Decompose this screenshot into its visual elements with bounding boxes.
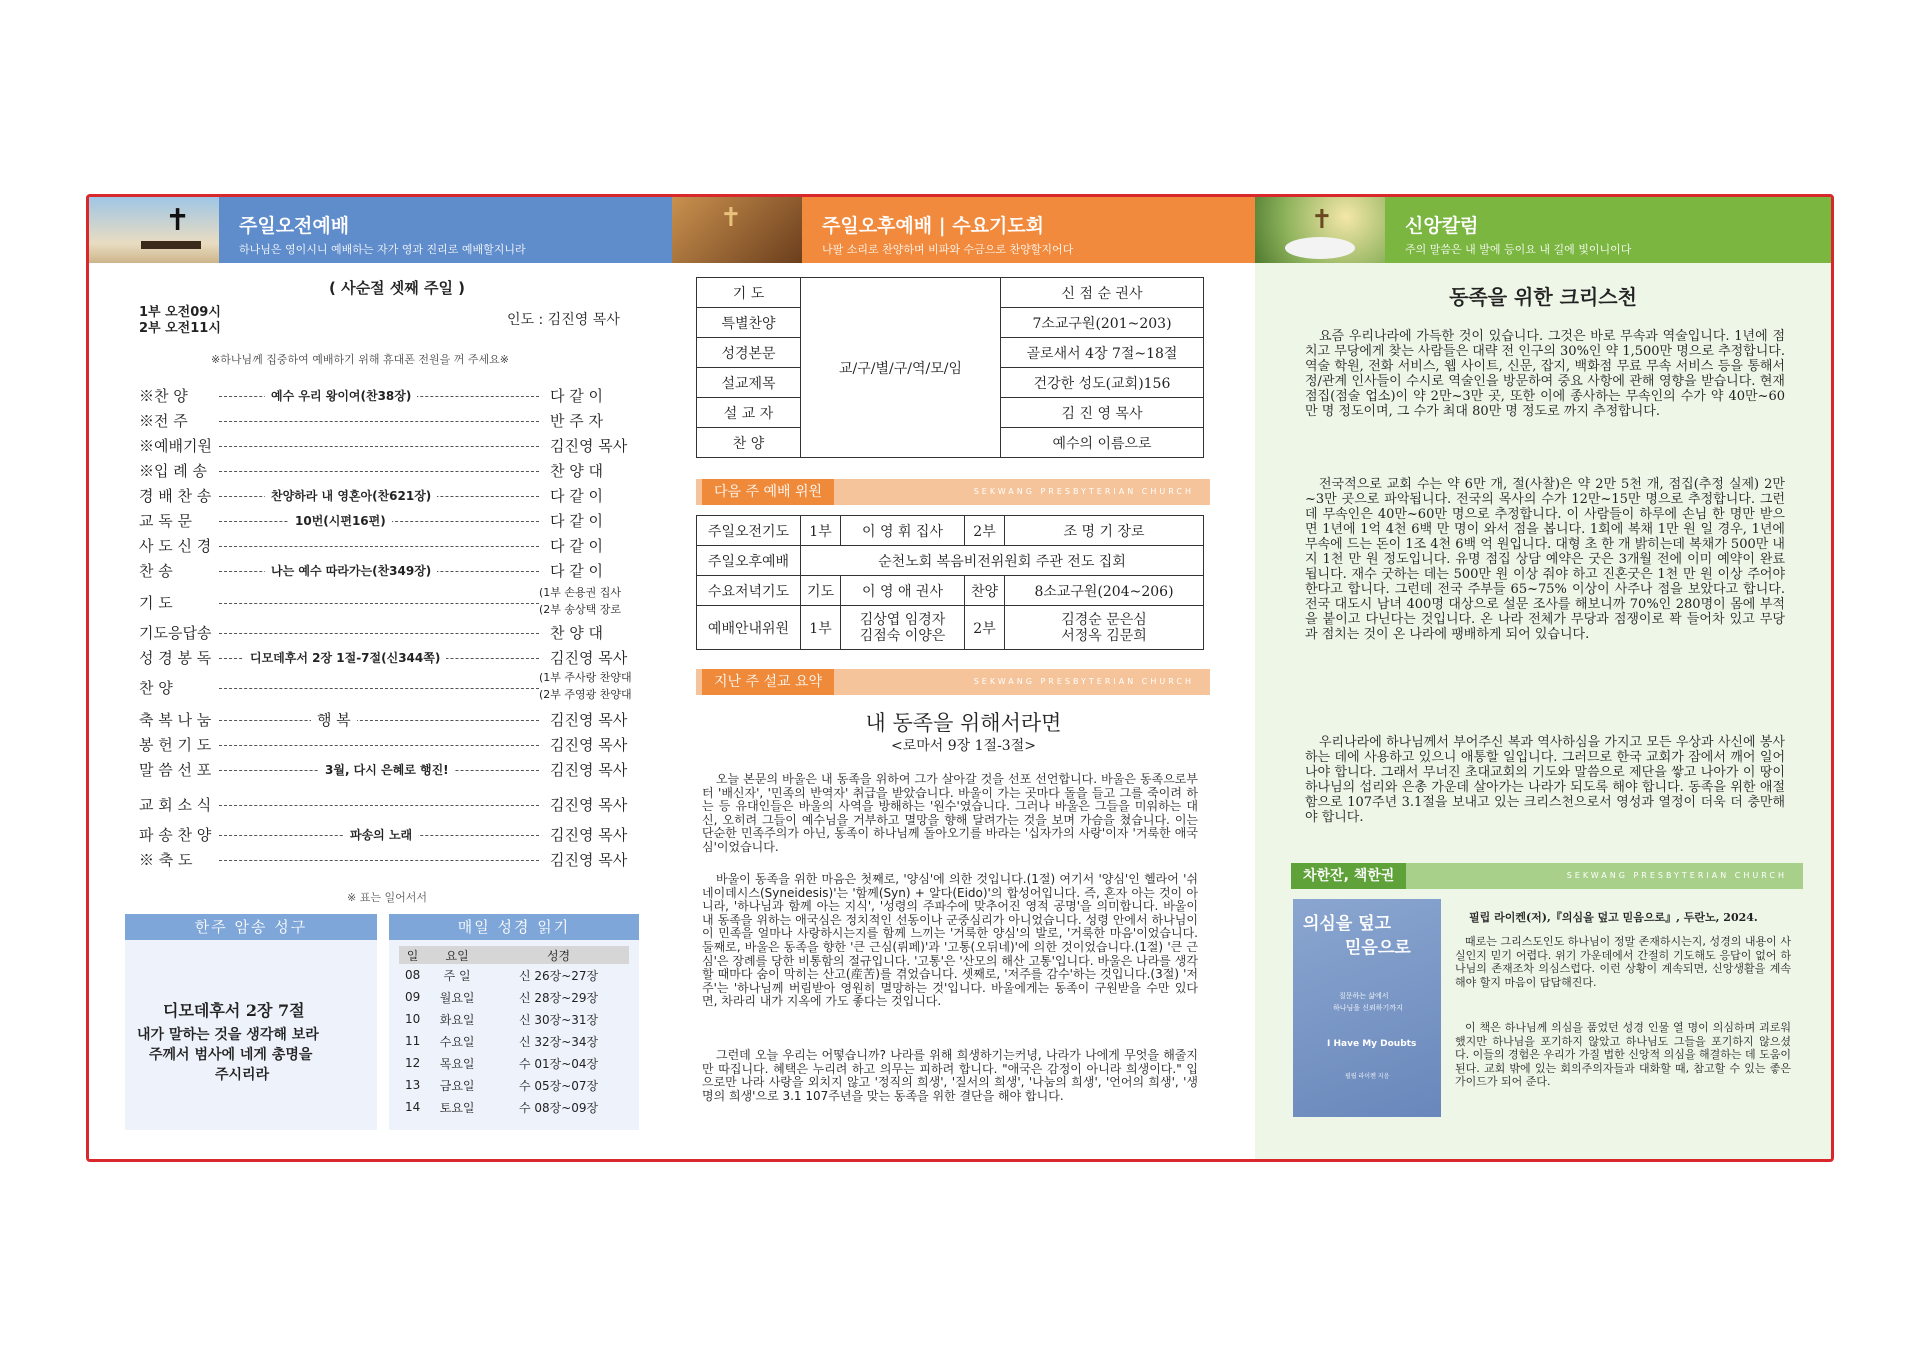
order-item-leader: 김진영 목사 bbox=[546, 709, 627, 730]
afternoon-service-column bbox=[672, 197, 1255, 1159]
next-cell: 찬양 bbox=[965, 576, 1005, 606]
memory-verse-line: 주께서 범사에 네게 총명을 bbox=[149, 1047, 313, 1063]
dotted-leader bbox=[219, 603, 539, 604]
column-paragraph: 전국적으로 교회 수는 약 6만 개, 절(사찰)은 약 2만 5천 개, 점집(추정 실제) 2만~3만 곳으로 파악됩니다. 전국의 목사의 수가 12만~15만 명으로 추정합니다. 그런데 무속인은 40만~60만 명으로 추정합니다. 이 사람들이 하루에 손님 한 명만 받으면 1년에 1억 4천 6백 만 명이 와서 점을 봅니다. 1회에 복채 1만 원 일 경우, 1년에 무속에 드는 돈이 1조 4천 6백 억 원입니다. 대형 초 한 개 밝히는데 복채가 500만 내지 1천 만 원 정도입니다. 유명 점집 상담 예약은 굿은 3개월 전에 이미 예약이 완료됩니다. 재수 굿하는 데는 500만 원 이상 줘야 하고 진혼굿은 1천 만 원 이상 주어야 한다고 합니다. 그런데 전국 주부들 65~75% 이상이 사주나 점을 보았다고 합니다. 전국 대도시 남녀 400명 대상으로 설문 조사를 해보니까 70%인 280명이 몸에 부적을 붙이고 다닌다는 것입니다. 온 나라 전체가 무당과 점쟁이로 꽉 들어차 있고 무당과 점치는 것이 온 나라에 팽배하게 되어 있습니다. bbox=[1305, 477, 1785, 642]
phone-notice: ※하나님께 집중하여 예배하기 위해 휴대폰 전원을 꺼 주세요※ bbox=[211, 353, 509, 366]
order-item bbox=[89, 671, 672, 701]
reading-weekday: 월요일 bbox=[439, 990, 475, 1005]
afternoon-service-header bbox=[672, 197, 1255, 263]
order-item-title: 행 복 bbox=[311, 709, 357, 730]
order-item-label: ※ 축 도 bbox=[139, 851, 193, 869]
next-label: 주일오후예배 bbox=[697, 546, 801, 576]
service-value: 건강한 성도(교회)156 bbox=[1001, 368, 1204, 398]
next-cell: 조 명 기 장로 bbox=[1005, 516, 1204, 546]
next-cell: 1부 bbox=[801, 606, 841, 650]
afternoon-service-table bbox=[696, 277, 1204, 458]
order-item-leader: 찬 양 대 bbox=[546, 460, 603, 481]
reading-day: 13 bbox=[404, 1078, 421, 1092]
order-item bbox=[89, 824, 672, 848]
cross-icon: ✝ bbox=[1311, 205, 1333, 235]
header-subtitle: 주의 말씀은 내 발에 등이요 내 길에 빛이니이다 bbox=[1405, 243, 1632, 256]
memory-verse-line: 주시리라 bbox=[215, 1067, 270, 1083]
dotted-leader bbox=[219, 471, 539, 472]
next-cell: 1부 bbox=[801, 516, 841, 546]
next-week-title: 다음 주 예배 위원 bbox=[702, 479, 834, 505]
service-label: 찬 양 bbox=[697, 428, 801, 458]
order-item-leader: 김진영 목사 bbox=[546, 734, 627, 755]
dotted-leader bbox=[219, 421, 539, 422]
memory-verse-box bbox=[125, 940, 377, 1130]
next-cell: 8소교구원(204~206) bbox=[1005, 576, 1204, 606]
order-item-label: ※입 례 송 bbox=[139, 462, 208, 480]
order-item-leader: 다 같 이 bbox=[546, 485, 603, 506]
usher-names: 김점숙 이양은 bbox=[859, 627, 946, 644]
order-item-label: 기도응답송 bbox=[139, 624, 212, 642]
reading-head-day: 일 bbox=[406, 948, 419, 963]
next-label: 수요저녁기도 bbox=[697, 576, 801, 606]
order-item-leader: 반 주 자 bbox=[546, 410, 603, 431]
book-cover-subtitle: 질문하는 삶에서 bbox=[1339, 992, 1389, 1000]
sermon-title: 내 동족을 위해서라면 bbox=[865, 711, 1062, 735]
order-item-title: 찬양하라 내 영혼아(찬621장) bbox=[265, 487, 437, 504]
next-label: 주일오전기도 bbox=[697, 516, 801, 546]
order-item-label: 말 씀 선 포 bbox=[139, 761, 212, 779]
stand-note: ※ 표는 일어서서 bbox=[347, 891, 427, 904]
order-item bbox=[89, 385, 672, 409]
order-item-label: ※예배기원 bbox=[139, 437, 212, 455]
dotted-leader bbox=[219, 745, 539, 746]
book-cover-author: 필립 라이켄 지음 bbox=[1345, 1073, 1390, 1080]
service-time-1: 1부 오전09시 bbox=[139, 305, 221, 320]
order-item-label: 경 배 찬 송 bbox=[139, 487, 212, 505]
order-item-leader: 다 같 이 bbox=[546, 535, 603, 556]
usher-names: 김상엽 임경자 bbox=[859, 611, 946, 628]
reading-day: 14 bbox=[404, 1100, 421, 1114]
daily-reading-table bbox=[399, 946, 629, 1118]
order-item-leader: 다 같 이 bbox=[546, 510, 603, 531]
order-item bbox=[89, 794, 672, 818]
next-label: 예배안내위원 bbox=[697, 606, 801, 650]
reading-head-book: 성경 bbox=[546, 948, 571, 963]
order-item bbox=[89, 734, 672, 758]
sermon-summary-title: 지난 주 설교 요약 bbox=[702, 669, 834, 695]
reading-row bbox=[399, 986, 629, 1008]
order-item-leader: (1부 손용권 집사 bbox=[539, 586, 622, 599]
service-value: 김 진 영 목사 bbox=[1001, 398, 1204, 428]
reading-book: 수 08장~09장 bbox=[518, 1100, 599, 1115]
order-item-label: 찬 양 bbox=[139, 679, 173, 697]
order-item-label: 찬 송 bbox=[139, 562, 173, 580]
order-item-leader: 김진영 목사 bbox=[546, 849, 627, 870]
order-item bbox=[89, 460, 672, 484]
reading-weekday: 금요일 bbox=[439, 1078, 475, 1093]
reading-book: 신 32장~34장 bbox=[518, 1034, 599, 1049]
reading-day: 10 bbox=[404, 1012, 421, 1026]
sermon-reference: <로마서 9장 1절-3절> bbox=[891, 738, 1036, 754]
field-cross-image bbox=[1255, 197, 1385, 263]
dotted-leader bbox=[219, 633, 539, 634]
order-item bbox=[89, 560, 672, 584]
service-mid: 교/구/별/구/역/모/임 bbox=[801, 278, 1001, 458]
order-item-leader: 다 같 이 bbox=[546, 385, 603, 406]
next-cell-names bbox=[841, 606, 965, 650]
daily-reading-bar: 매일 성경 읽기 bbox=[389, 914, 639, 940]
bible-image bbox=[672, 197, 802, 263]
reading-weekday: 주 일 bbox=[443, 968, 471, 983]
next-cell: 2부 bbox=[965, 516, 1005, 546]
dotted-leader bbox=[219, 720, 539, 721]
header-subtitle: 하나님은 영이시니 예배하는 자가 영과 진리로 예배할지니라 bbox=[239, 243, 526, 256]
next-week-bar bbox=[696, 479, 1210, 505]
order-item-label: 파 송 찬 양 bbox=[139, 826, 212, 844]
service-label: 기 도 bbox=[697, 278, 801, 308]
order-item bbox=[89, 485, 672, 509]
next-cell: 기도 bbox=[801, 576, 841, 606]
reading-row bbox=[399, 1096, 629, 1118]
order-item-title: 예수 우리 왕이여(찬38장) bbox=[265, 387, 417, 404]
sermon-bar bbox=[696, 669, 1210, 695]
column-title: 동족을 위한 크리스천 bbox=[1449, 285, 1637, 309]
beach-cross-image bbox=[89, 197, 219, 263]
next-cell: 순천노회 복음비전위원회 주관 전도 집회 bbox=[801, 546, 1204, 576]
reading-book: 수 05장~07장 bbox=[518, 1078, 599, 1093]
service-value: 신 점 순 권사 bbox=[1001, 278, 1204, 308]
reading-row bbox=[399, 1008, 629, 1030]
reading-row bbox=[399, 1052, 629, 1074]
order-item-label: 사 도 신 경 bbox=[139, 537, 212, 555]
reading-book: 신 28장~29장 bbox=[518, 990, 599, 1005]
column-page bbox=[1255, 197, 1831, 1159]
order-item-leader: 찬 양 대 bbox=[546, 622, 603, 643]
service-label: 성경본문 bbox=[697, 338, 801, 368]
header-title: 신앙칼럼 bbox=[1405, 215, 1479, 237]
order-item-title: 디모데후서 2장 1절-7절(신344쪽) bbox=[244, 649, 446, 666]
dotted-leader bbox=[219, 546, 539, 547]
reading-row bbox=[399, 1030, 629, 1052]
book-paragraph: 때로는 그리스도인도 하나님이 정말 존재하시는지, 성경의 내용이 사실인지 믿기 어렵다. 위기 가운데에서 간절히 기도해도 응답이 없어 하나님의 존재조차 의심스럽다. 이런 상황이 계속되면, 신앙생활을 계속해야 할지 마음이 답답해진다. bbox=[1455, 935, 1791, 989]
dotted-leader bbox=[219, 688, 539, 689]
header-title: 주일오전예배 bbox=[239, 215, 350, 237]
book-cover-title: 믿음으로 bbox=[1345, 938, 1411, 958]
cross-icon: ✝ bbox=[165, 203, 191, 238]
service-label: 설교제목 bbox=[697, 368, 801, 398]
order-item bbox=[89, 435, 672, 459]
book-bar bbox=[1291, 863, 1803, 889]
reading-day: 08 bbox=[404, 968, 421, 982]
order-item bbox=[89, 849, 672, 873]
sermon-paragraph: 그런데 오늘 우리는 어떻습니까? 나라를 위해 희생하기는커녕, 나라가 나에게 무엇을 해줄지만 따집니다. 혜택은 누리려 하고 의무는 피하려 합니다. "애국은 감정이 아니라 희생이다." 입으로만 나라 사랑을 외치지 않고 '정직의 희생', '질서의 희생', '나눔의 희생', '언어의 희생', '생명의 희생'으로 3.1 107주년을 맞는 동족을 위한 결단을 해야 합니다. bbox=[702, 1048, 1198, 1103]
next-cell: 이 영 휘 집사 bbox=[841, 516, 965, 546]
order-item bbox=[89, 586, 672, 616]
reading-day: 09 bbox=[404, 990, 421, 1004]
memory-verse-ref: 디모데후서 2장 7절 bbox=[163, 1001, 305, 1020]
memory-verse-bar: 한주 암송 성구 bbox=[125, 914, 377, 940]
reading-weekday: 수요일 bbox=[439, 1034, 475, 1049]
order-item-leader: 김진영 목사 bbox=[546, 824, 627, 845]
next-cell: 이 영 애 권사 bbox=[841, 576, 965, 606]
service-time-2: 2부 오전11시 bbox=[139, 321, 221, 336]
order-item-leader: (2부 송상택 장로 bbox=[539, 603, 622, 616]
reading-book: 신 26장~27장 bbox=[518, 968, 599, 983]
order-item-leader: 김진영 목사 bbox=[546, 759, 627, 780]
next-week-table bbox=[696, 515, 1204, 650]
dotted-leader bbox=[219, 860, 539, 861]
order-item-title: 나는 예수 따라가는(찬349장) bbox=[265, 562, 437, 579]
service-value: 골로새서 4장 7절~18절 bbox=[1001, 338, 1204, 368]
reading-weekday: 목요일 bbox=[439, 1056, 475, 1071]
book-cover-title: 의심을 덮고 bbox=[1303, 914, 1392, 934]
service-label: 특별찬양 bbox=[697, 308, 801, 338]
header-title: 주일오후예배 | 수요기도회 bbox=[822, 215, 1045, 237]
service-leader: 인도 : 김진영 목사 bbox=[507, 312, 620, 328]
order-item bbox=[89, 535, 672, 559]
sermon-paragraph: 바울이 동족을 위한 마음은 첫째로, '양심'에 의한 것입니다.(1절) 여기서 '양심'인 헬라어 '쉬네이데시스(Syneidesis)'는 '함께(Syn) + 알다(Eido)'의 합성어입니다. 즉, 혼자 아는 것이 아니라, '하나님과 함께 아는 지식', '성령의 주파수에 맞추어진 영적 공명'을 의미합니다. 바울이 내 동족을 위하는 애국심은 정치적인 선동이나 군중심리가 아니었습니다. 성령 안에서 하나님이 이 민족을 얼마나 사랑하시는지를 함께 느끼는 '거룩한 양심'의 발로, '거룩한 마음'이었습니다. 둘째로, 바울은 동족을 향한 '큰 근심(뤼페)'과 '고통(오뒤네)'에 의한 것이었습니다.(1절) '큰 근심'은 장례를 당한 비통함의 절규입니다. '고통'은 '산모의 해산 고통'입니다. 바울은 나라를 생각할 때마다 숨이 막히는 산고(産苦)를 겪었습니다. 셋째로, '저주를 감수'하는 것입니다.(3절) '저주'는 '하나님께 버림받아 영원히 멸망하는 것'입니다. 바울에게는 동족이 구원받을 수만 있다면, 차라리 내가 지옥에 가도 좋다는 것입니다. bbox=[702, 872, 1198, 1009]
order-item-label: ※전 주 bbox=[139, 412, 188, 430]
reading-day: 12 bbox=[404, 1056, 421, 1070]
book-cover-subtitle: 하나님을 신뢰하기까지 bbox=[1333, 1004, 1403, 1012]
church-name-en: SEKWANG PRESBYTERIAN CHURCH bbox=[1566, 871, 1787, 880]
order-item-title: 3월, 다시 은혜로 행진! bbox=[319, 761, 455, 778]
next-cell-names bbox=[1005, 606, 1204, 650]
service-label: 설 교 자 bbox=[697, 398, 801, 428]
column-paragraph: 우리나라에 하나님께서 부어주신 복과 역사하심을 가지고 모든 우상과 사신에 봉사하는 데에 사용하고 있으니 애통할 일입니다. 그러므로 한국 교회가 잠에서 깨어 일어나야 합니다. 그래서 무너진 초대교회의 기도와 말씀으로 제단을 쌓고 나아가 이 땅이 하나님의 섭리와 은총 가운데 살아가는 나라가 되도록 해야 합니다. 동족을 위한 애절함으로 107주년 3.1절을 보내고 있는 크리스천으로서 영성과 열정이 더욱 더 충만해야 합니다. bbox=[1305, 735, 1785, 825]
order-item-leader: (2부 주영광 찬양대 bbox=[539, 688, 632, 701]
order-item-leader: 김진영 목사 bbox=[546, 435, 627, 456]
reading-head-weekday: 요일 bbox=[445, 948, 469, 963]
order-item bbox=[89, 759, 672, 783]
dotted-leader bbox=[219, 805, 539, 806]
bulletin-frame bbox=[86, 194, 1834, 1162]
usher-names: 김경순 문은심 bbox=[1061, 611, 1147, 628]
sermon-paragraph: 오늘 본문의 바울은 내 동족을 위하여 그가 살아갈 것을 선포 선언합니다. 바울은 동족으로부터 '배신자', '민족의 반역자' 취급을 받았습니다. 바울이 가는 곳마다 돌을 들고 그를 죽이려 하는 등 유대인들은 바울의 사역을 방해하는 '원수'였습니다. 그러나 바울은 그들을 미워하는 대신, 오히려 그들이 예수님을 거부하고 멸망을 향해 달려가는 것을 보며 가슴을 쳤습니다. 이는 단순한 민족주의가 아닌, 동족이 하나님께 돌아오기를 바라는 '십자가의 사랑'이자 '거룩한 애국심'이었습니다. bbox=[702, 772, 1198, 854]
order-item bbox=[89, 622, 672, 646]
order-item-leader: 김진영 목사 bbox=[546, 794, 627, 815]
book-cover bbox=[1293, 899, 1441, 1117]
order-item-label: 축 복 나 눔 bbox=[139, 711, 212, 729]
order-item-title: 10번(시편16편) bbox=[289, 512, 392, 529]
church-name-en: SEKWANG PRESBYTERIAN CHURCH bbox=[973, 487, 1194, 496]
book-caption: 필립 라이켄(저),『의심을 덮고 믿음으로』, 두란노, 2024. bbox=[1469, 911, 1758, 924]
order-item bbox=[89, 709, 672, 733]
column-paragraph: 요즘 우리나라에 가득한 것이 있습니다. 그것은 바로 무속과 역술입니다. 1년에 점치고 무당에게 찾는 사람들은 대략 전 인구의 30%인 약 1,500만 명으로 추정합니다. 역술 학원, 전화 서비스, 웹 사이트, 신문, 잡지, 백화점 무료 무속 서비스 등을 통해서 정/관계 인사들이 수시로 역술인을 방문하여 중요 사항에 관해 영향을 받습니다. 현재 점집(점술 업소)이 약 2만~3만 곳, 또한 이에 종사하는 무속인의 수가 약 40만~60만 명 정도이며, 그 수가 최대 80만 명 정도로 까지 추정합니다. bbox=[1305, 329, 1785, 419]
order-item-leader: 다 같 이 bbox=[546, 560, 603, 581]
morning-service-column bbox=[89, 197, 672, 1159]
book-section-title: 차한잔, 책한권 bbox=[1291, 863, 1406, 889]
order-item-leader: (1부 주사랑 찬양대 bbox=[539, 671, 632, 684]
faith-column-header bbox=[1255, 197, 1831, 263]
order-item bbox=[89, 647, 672, 671]
order-item-label: 기 도 bbox=[139, 594, 173, 612]
dotted-leader bbox=[219, 446, 539, 447]
season-title: ( 사순절 셋째 주일 ) bbox=[329, 279, 466, 297]
order-item-label: ※찬 양 bbox=[139, 387, 188, 405]
reading-book: 수 01장~04장 bbox=[518, 1056, 599, 1071]
reading-book: 신 30장~31장 bbox=[518, 1012, 599, 1027]
service-value: 예수의 이름으로 bbox=[1001, 428, 1204, 458]
book-paragraph: 이 책은 하나님께 의심을 품었던 성경 인물 열 명이 의심하며 괴로워했지만 하나님을 포기하지 않았고 하나님도 그들을 포기하지 않으셨다. 이들의 경험은 우리가 가질 법한 신앙적 의심을 해결하는 데 도움이 된다. 교회 밖에 있는 회의주의자들과 대화할 때, 참고할 수 있는 좋은 가이드가 되어 준다. bbox=[1455, 1021, 1791, 1088]
order-item-title: 파송의 노래 bbox=[344, 826, 418, 843]
church-name-en: SEKWANG PRESBYTERIAN CHURCH bbox=[973, 677, 1194, 686]
order-item-label: 성 경 봉 독 bbox=[139, 649, 212, 667]
service-value: 7소교구원(201~203) bbox=[1001, 308, 1204, 338]
order-item-label: 교 독 문 bbox=[139, 512, 193, 530]
header-subtitle: 나팔 소리로 찬양하며 비파와 수금으로 찬양할지어다 bbox=[822, 243, 1074, 256]
memory-verse-line: 내가 말하는 것을 생각해 보라 bbox=[137, 1027, 319, 1043]
order-item-leader: 김진영 목사 bbox=[546, 647, 627, 668]
reading-row bbox=[399, 1074, 629, 1096]
order-item-label: 봉 헌 기 도 bbox=[139, 736, 212, 754]
daily-reading-box bbox=[389, 940, 639, 1130]
reading-day: 11 bbox=[404, 1034, 421, 1048]
reading-header-row bbox=[399, 946, 629, 964]
usher-names: 서정옥 김문희 bbox=[1061, 627, 1147, 644]
reading-row bbox=[399, 964, 629, 986]
book-cover-english: I Have My Doubts bbox=[1327, 1039, 1417, 1049]
reading-weekday: 토요일 bbox=[439, 1100, 475, 1115]
next-cell: 2부 bbox=[965, 606, 1005, 650]
order-item bbox=[89, 510, 672, 534]
order-item bbox=[89, 410, 672, 434]
cross-icon: ✝ bbox=[720, 203, 742, 233]
reading-weekday: 화요일 bbox=[439, 1012, 475, 1027]
morning-service-header bbox=[89, 197, 672, 263]
order-item-label: 교 회 소 식 bbox=[139, 796, 212, 814]
